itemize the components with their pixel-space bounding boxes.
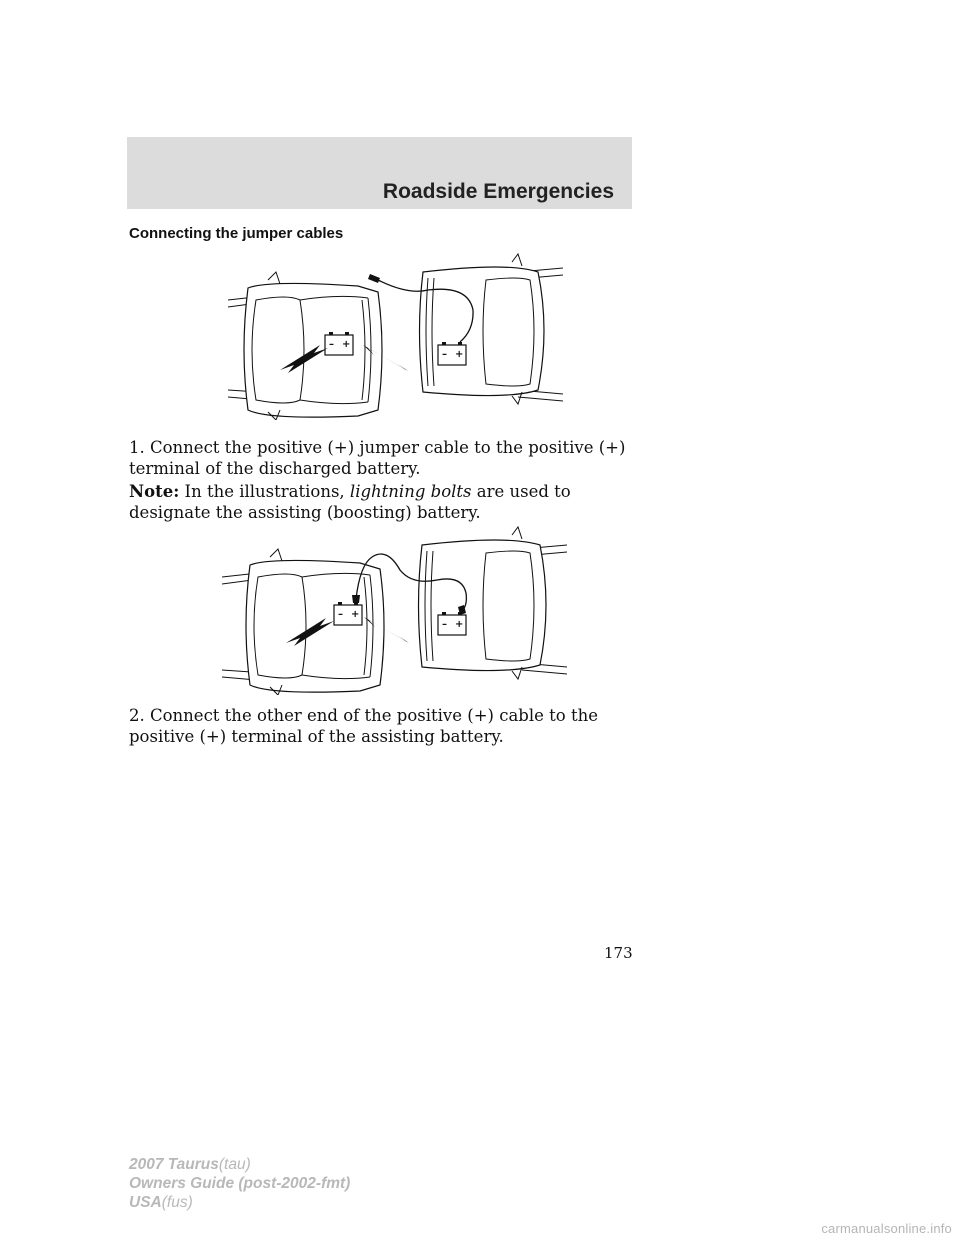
note-emphasis: lightning bolts [349,482,472,501]
discharged-battery [334,602,362,625]
page-header-title: Roadside Emergencies [382,180,614,203]
assisting-battery [438,612,466,635]
assisting-car-illustration [420,254,564,404]
note-paragraph [129,481,639,523]
note-label: Note: [129,482,180,501]
battery-plus-label: + [351,609,360,620]
note-text-pre: In the illustrations, [179,482,350,501]
discharged-battery [325,332,353,355]
section-heading: Connecting the jumper cables [129,225,344,242]
footer-region-code: (fus) [161,1194,193,1211]
footer-model-code: (tau) [218,1156,251,1173]
footer-region: USA [129,1194,162,1211]
cable-clamp-icon [352,595,360,603]
footer-guide: Owners Guide (post-2002-fmt) [129,1175,351,1192]
battery-plus-label: + [455,619,464,630]
header-band [127,137,632,209]
jumper-diagram-step2 [222,525,567,695]
step-1-text: 1. Connect the positive (+) jumper cable to the positive (+) terminal of the discharged battery. [129,438,626,478]
footer-model: 2007 Taurus [129,1156,219,1173]
battery-minus-label: – [442,349,447,360]
step-2-text: 2. Connect the other end of the positive (+) cable to the positive (+) terminal of the assisting battery. [129,706,598,746]
discharged-car-illustration [228,272,382,420]
assisting-battery [438,342,466,365]
battery-minus-label: – [329,339,334,350]
battery-minus-label: – [442,619,447,630]
document-footer [129,1155,350,1212]
jumper-diagram-step1 [228,250,563,420]
assisting-car-illustration [419,527,568,679]
battery-minus-label: – [338,609,343,620]
page-number: 173 [604,944,633,962]
note-text-post: are used to designate the assisting (boosting) battery. [129,482,571,522]
cable-clamp-icon [368,274,380,283]
watermark: carmanualsonline.info [821,1221,952,1236]
battery-plus-label: + [342,339,351,350]
battery-plus-label: + [455,349,464,360]
